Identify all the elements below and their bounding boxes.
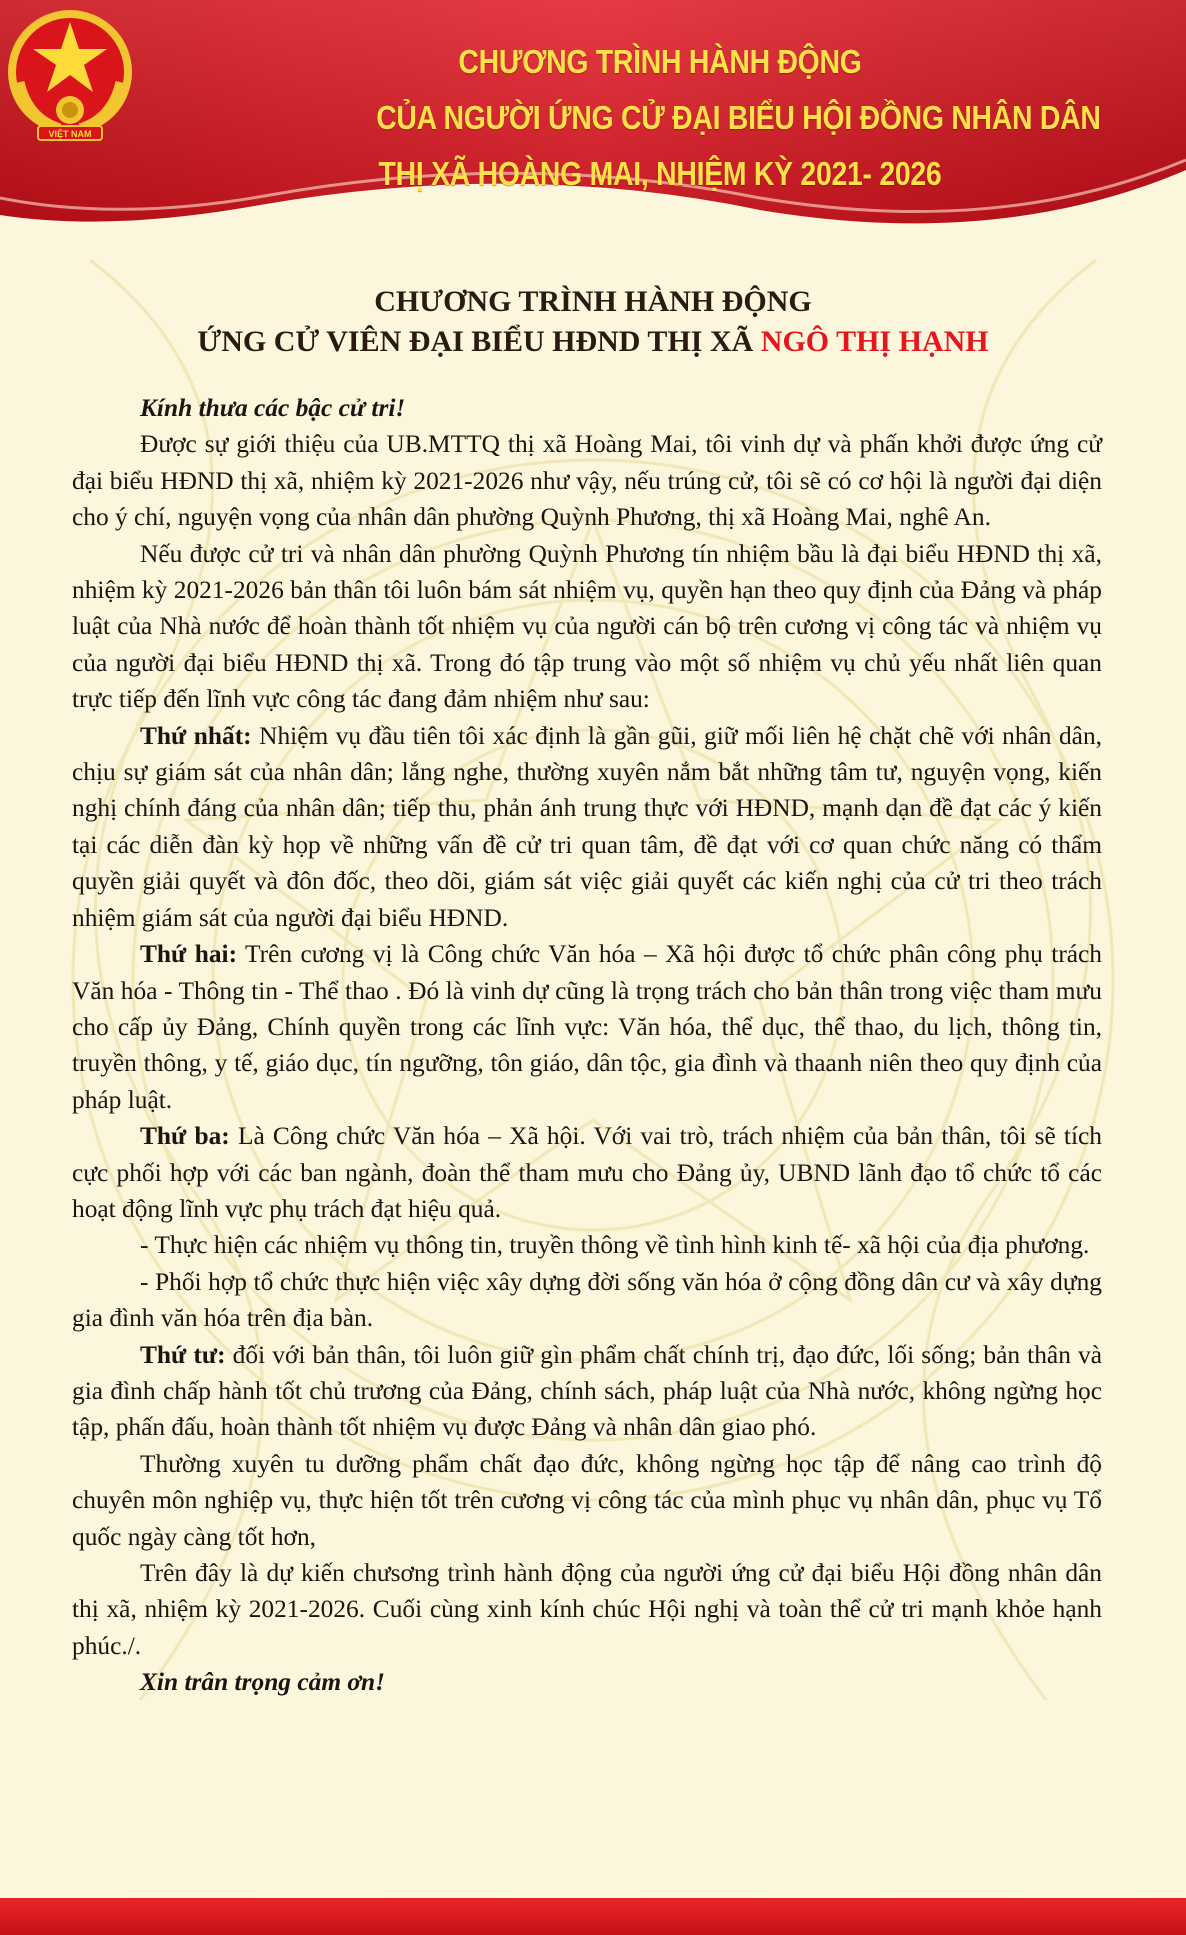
bullet-information: - Thực hiện các nhiệm vụ thông tin, truyền thông về tình hình kinh tế- xã hội của địa phương. <box>140 1231 1090 1260</box>
candidate-name: NGÔ THỊ HẠNH <box>760 325 989 358</box>
paragraph-commitment: Nếu được cử tri và nhân dân phường Quỳnh Phương tín nhiệm bầu là đại biểu HĐND thị xã, nhiệm kỳ 2021-2026 bản thân tôi luôn bám sát nhiệm vụ, quyền hạn theo quy định của Đảng và pháp luật của Nhà nước để hoàn thành tốt nhiệm vụ của người cán bộ trên cương vị công tác và nhiệm vụ của người đại biểu HĐND thị xã. Trong đó tập trung vào một số nhiệm vụ chủ yếu nhất liên quan trực tiếp đến lĩnh vực công tác đang đảm nhiệm như sau: <box>72 539 1102 714</box>
greeting: Kính thưa các bậc cử tri! <box>140 394 406 422</box>
footer-bar <box>0 1898 1186 1935</box>
paragraph-intro: Được sự giới thiệu của UB.MTTQ thị xã Hoàng Mai, tôi vinh dự và phấn khởi được ứng cử đại biểu HĐND thị xã, nhiệm kỳ 2021-2026 như vậy, nếu trúng cử, tôi sẽ có cơ hội là người đại diện cho ý chí, nguyện vọng của nhân dân phường Quỳnh Phương, thị xã Hoàng Mai, nghê An. <box>72 430 1102 532</box>
third-task-label: Thứ ba: <box>140 1122 230 1151</box>
banner-line-2: CỦA NGƯỜI ỨNG CỬ ĐẠI BIỂU HỘI ĐỒNG NHÂN DÂN <box>376 99 1101 136</box>
paragraph-self-improvement: Thường xuyên tu dưỡng phẩm chất đạo đức, không ngừng học tập để nâng cao trình độ chuyên môn nghiệp vụ, thực hiện tốt trên cương vị công tác của mình phục vụ nhân dân, phục vụ Tổ quốc ngày càng tốt hơn, <box>72 1449 1102 1551</box>
title-line-2-prefix: ỨNG CỬ VIÊN ĐẠI BIỂU HĐND THỊ XÃ <box>197 325 761 358</box>
document-body <box>72 390 1102 1701</box>
banner-line-1: CHƯƠNG TRÌNH HÀNH ĐỘNG <box>458 43 862 80</box>
bullet-cultural-life: - Phối hợp tổ chức thực hiện việc xây dựng đời sống văn hóa ở cộng đồng dân cư và xây dựng gia đình văn hóa trên địa bàn. <box>72 1267 1102 1333</box>
paragraph-first-task <box>72 718 1102 936</box>
second-task-label: Thứ hai: <box>140 940 238 969</box>
banner-line-3: THỊ XÃ HOÀNG MAI, NHIỆM KỲ 2021- 2026 <box>378 155 942 192</box>
document-title <box>0 282 1186 362</box>
fourth-task-text: đối với bản thân, tôi luôn giữ gìn phẩm chất chính trị, đạo đức, lối sống; bản thân và gia đình chấp hành tốt chủ trương của Đảng, chính sách, pháp luật của Nhà nước, không ngừng học tập, phấn đấu, hoàn thành tốt nhiệm vụ được Đảng và nhân dân giao phó. <box>72 1340 1102 1442</box>
title-line-1: CHƯƠNG TRÌNH HÀNH ĐỘNG <box>374 285 812 318</box>
banner-title <box>376 34 1101 202</box>
first-task-text: Nhiệm vụ đầu tiên tôi xác định là gần gũi, giữ mối liên hệ chặt chẽ với nhân dân, chịu sự giám sát của nhân dân; lắng nghe, thường xuyên nắm bắt những tâm tư, nguyện vọng, kiến nghị chính đáng của nhân dân; tiếp thu, phản ánh trung thực với HĐND, mạnh dạn đề đạt các ý kiến tại các diễn đàn kỳ họp về những vấn đề cử tri quan tâm, đề đạt với cơ quan chức năng có thẩm quyền giải quyết và đôn đốc, theo dõi, giám sát việc giải quyết các kiến nghị của cử tri theo trách nhiệm giám sát của người đại biểu HĐND. <box>72 721 1102 932</box>
svg-text:VIỆT NAM: VIỆT NAM <box>48 129 92 139</box>
paragraph-second-task <box>72 936 1102 1118</box>
paragraph-conclusion: Trên đây là dự kiến chưsơng trình hành động của người ứng cử đại biểu Hội đồng nhân dân thị xã, nhiệm kỳ 2021-2026. Cuối cùng xinh kính chúc Hội nghị và toàn thể cử tri mạnh khỏe hạnh phúc./. <box>72 1559 1102 1660</box>
closing-thanks: Xin trân trọng cảm ơn! <box>140 1668 386 1697</box>
paragraph-fourth-task <box>72 1337 1102 1446</box>
national-emblem-icon <box>0 0 140 150</box>
fourth-task-label: Thứ tư: <box>140 1340 226 1369</box>
header-banner <box>0 0 1186 250</box>
second-task-text: Trên cương vị là Công chức Văn hóa – Xã hội được tổ chức phân công phụ trách Văn hóa - Thông tin - Thể thao . Đó là vinh dự cũng là trọng trách cho bản thân trong việc tham mưu cho cấp ủy Đảng, Chính quyền trong các lĩnh vực: Văn hóa, thể dục, thể thao, du lịch, thông tin, truyền thông, y tế, giáo dục, tín ngưỡng, tôn giáo, dân tộc, gia đình và thaanh niên theo quy định của pháp luật. <box>72 940 1103 1114</box>
first-task-label: Thứ nhất: <box>140 721 252 750</box>
third-task-text: Là Công chức Văn hóa – Xã hội. Với vai trò, trách nhiệm của bản thân, tôi sẽ tích cực phối hợp với các ban ngành, đoàn thể tham mưu cho Đảng ủy, UBND lãnh đạo tổ chức tổ các hoạt động lĩnh vực phụ trách đạt hiệu quả. <box>72 1122 1102 1223</box>
paragraph-third-task <box>72 1118 1102 1227</box>
title-line-2 <box>0 322 1186 362</box>
